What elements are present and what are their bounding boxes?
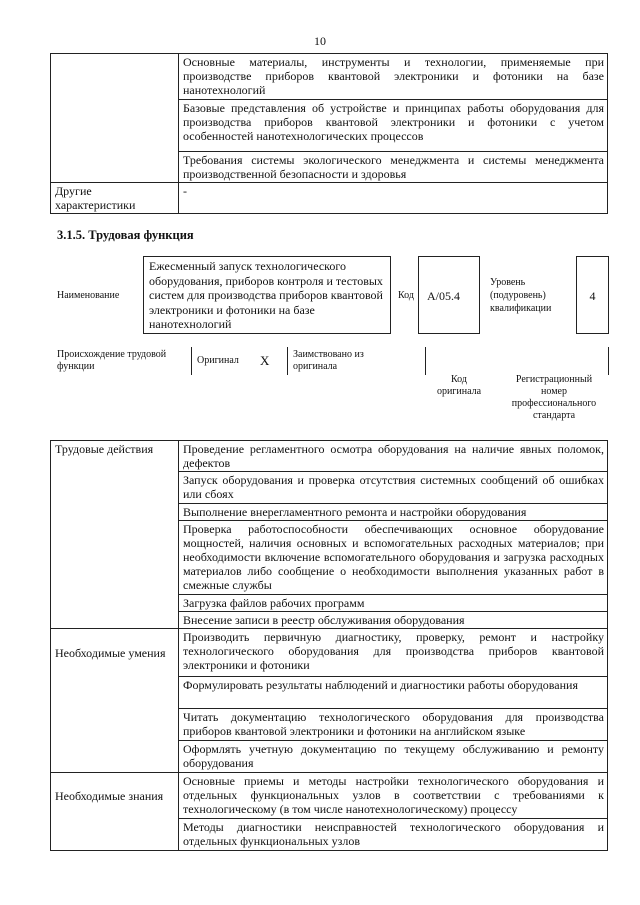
knowledge-item: Основные приемы и методы настройки технологического оборудования и отдельных функциональных узлов в соответствии с требованиями к технологическому (в том числе нанотехнологическому) процессу	[179, 773, 608, 819]
labor-action: Внесение записи в реестр обслуживания оборудования	[179, 612, 608, 629]
knowledge-item: Основные материалы, инструменты и технологии, применяемые при производстве приборов квантовой электроники и фотоники на базе нанотехнологий	[179, 54, 608, 100]
empty-label-cell	[51, 677, 179, 709]
reg-number-box	[497, 347, 609, 375]
labor-action: Выполнение внерегламентного ремонта и настройки оборудования	[179, 504, 608, 521]
code-value-box	[418, 256, 480, 334]
empty-label-cell	[51, 472, 179, 504]
code-original-caption: Код оригинала	[436, 374, 482, 397]
empty-label-cell	[51, 819, 179, 851]
labor-action: Загрузка файлов рабочих программ	[179, 595, 608, 612]
empty-label-cell	[51, 504, 179, 521]
skill-item: Читать документацию технологического оборудования для производства приборов квантовой электроники и фотоники на английском языке	[179, 709, 608, 741]
skill-item: Оформлять учетную документацию по текущему обслуживанию и ремонту оборудования	[179, 741, 608, 773]
skill-item: Формулировать результаты наблюдений и диагностики работы оборудования	[179, 677, 608, 709]
empty-label-cell	[51, 100, 179, 152]
name-value: Ежесменный запуск технологического оборудования, приборов контроля и тестовых систем для производства приборов квантовой электроники и фотоники на базе нанотехнологий	[149, 259, 383, 331]
code-value: A/05.4	[427, 289, 460, 303]
knowledge-label: Необходимые знания	[51, 773, 179, 819]
code-original-box	[425, 347, 492, 375]
empty-label-cell	[51, 521, 179, 595]
section-title: 3.1.5. Трудовая функция	[57, 228, 194, 242]
labor-action: Проведение регламентного осмотра оборудования на наличие явных поломок, дефектов	[179, 441, 608, 472]
page-number: 10	[314, 34, 326, 48]
origin-divider	[287, 347, 288, 375]
empty-label-cell	[51, 54, 179, 100]
knowledge-item: Требования системы экологического менеджмента и системы менеджмента производственной безопасности и здоровья	[179, 152, 608, 183]
borrowed-label: Заимствовано из оригинала	[293, 349, 364, 372]
name-value-box	[143, 256, 391, 334]
empty-label-cell	[51, 152, 179, 183]
labor-action: Проверка работоспособности обеспечивающих основное оборудование мощностей, наличия основных и вспомогательных расходных материалов; при необходимости включение вспомогательного оборудования и загрузка расходных материалов либо сообщение о необходимости выполнения указанных работ в смежные службы	[179, 521, 608, 595]
original-mark: X	[260, 353, 270, 368]
knowledge-continuation-table	[50, 53, 608, 214]
other-characteristics-value: -	[179, 183, 608, 214]
level-label: Уровень (подуровень) квалификации	[490, 277, 552, 314]
labor-action: Запуск оборудования и проверка отсутствия системных сообщений об ошибках или сбоях	[179, 472, 608, 504]
other-characteristics-label: Другие характеристики	[51, 183, 179, 214]
code-label: Код	[398, 290, 414, 301]
level-value-box	[576, 256, 609, 334]
origin-label: Происхождение трудовой функции	[57, 349, 167, 372]
original-label: Оригинал	[197, 355, 239, 366]
reg-number-caption: Регистрационный номер профессионального стандарта	[511, 374, 597, 421]
name-label: Наименование	[57, 290, 120, 301]
empty-label-cell	[51, 612, 179, 629]
skill-item: Производить первичную диагностику, проверку, ремонт и настройку технологического оборудования для производства приборов квантовой электроники и фотоники	[179, 629, 608, 677]
empty-label-cell	[51, 595, 179, 612]
knowledge-item: Методы диагностики неисправностей технологического оборудования и отдельных функциональных узлов	[179, 819, 608, 851]
empty-label-cell	[51, 709, 179, 741]
labor-actions-label: Трудовые действия	[51, 441, 179, 472]
empty-label-cell	[51, 741, 179, 773]
level-value: 4	[589, 289, 596, 303]
knowledge-item: Базовые представления об устройстве и принципах работы оборудования для производства приборов квантовой электроники и фотоники с учетом особенностей нанотехнологических процессов	[179, 100, 608, 152]
labor-function-table	[50, 440, 608, 851]
skills-label: Необходимые умения	[51, 629, 179, 677]
